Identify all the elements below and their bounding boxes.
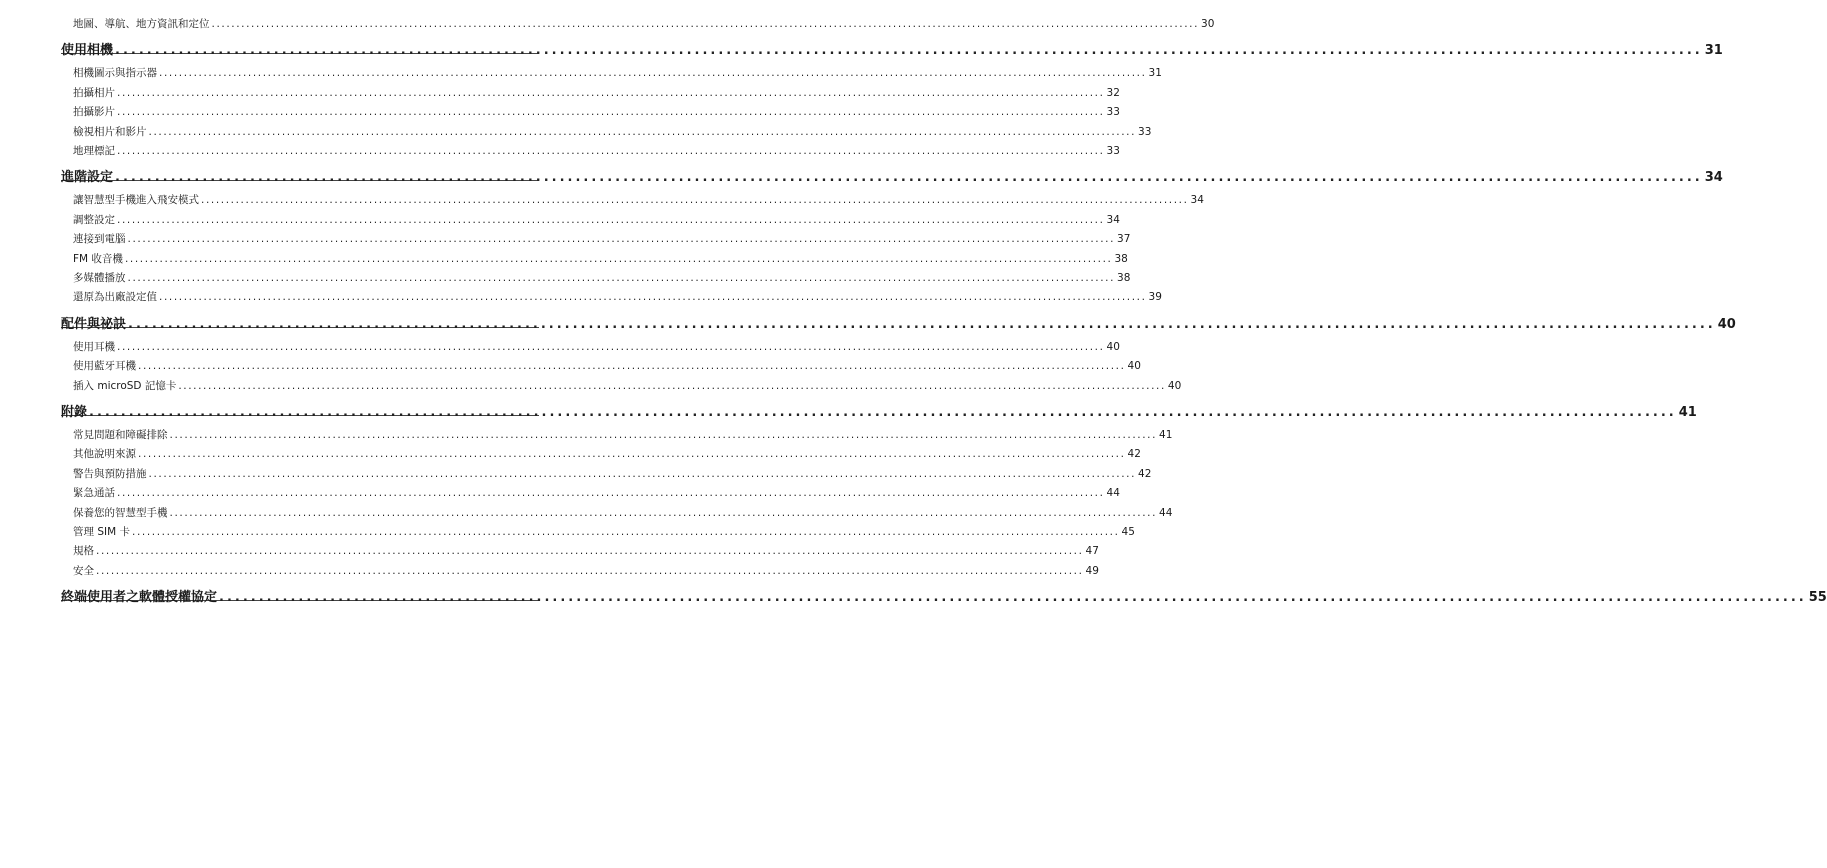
toc-entry[interactable] <box>73 252 1128 266</box>
toc-page-number: 45 <box>1121 526 1135 538</box>
toc-section-entry[interactable] <box>61 316 1736 334</box>
dot-leader: ........................................................................................................................................................................................................ <box>117 340 1105 353</box>
toc-entry[interactable] <box>73 17 1215 31</box>
toc-page-number: 34 <box>1704 170 1723 186</box>
toc-entry-title: 讓智慧型手機進入飛安模式 <box>73 194 199 207</box>
dot-leader: ........................................................................................................................................................................................................ <box>96 564 1084 577</box>
toc-entry-title: 規格 <box>73 545 94 558</box>
toc-page-number: 32 <box>1106 86 1120 99</box>
toc-entry-title: 多媒體播放 <box>73 272 126 284</box>
dot-leader: ........................................................................................................................................................................................................ <box>169 429 1158 441</box>
dot-leader: ........................................................................................................................................................................................................ <box>148 467 1137 480</box>
toc-entry-title: FM 收音機 <box>73 252 123 265</box>
toc-entry-title: 進階設定 <box>61 170 114 186</box>
toc-entry-title: 檢視相片和影片 <box>73 125 147 138</box>
toc-entry-title: 地圖、導航、地方資訊和定位 <box>73 18 210 30</box>
toc-page-number: 31 <box>1704 43 1723 59</box>
dot-leader: ........................................................................................................................................................................................................ <box>159 67 1147 80</box>
toc-entry-title: 調整設定 <box>73 213 115 226</box>
toc-page-number: 55 <box>1808 590 1827 606</box>
toc-entry-title: 相機圖示與指示器 <box>73 67 157 80</box>
toc-entry[interactable] <box>73 486 1120 500</box>
dot-leader: ........................................................................................................................................................................................................ <box>201 194 1189 207</box>
toc-entry-title: 附錄 <box>61 405 88 420</box>
toc-entry[interactable] <box>73 125 1152 139</box>
toc-entry-title: 插入 microSD 記憶卡 <box>73 379 177 392</box>
toc-entry-title: 管理 SIM 卡 <box>73 526 130 538</box>
dot-leader: ........................................................................................................................................................................................................ <box>89 405 1677 420</box>
dot-leader: ........................................................................................................................................................................................................ <box>124 252 1113 265</box>
toc-page-number: 42 <box>1127 448 1141 461</box>
toc-page-number: 38 <box>1114 252 1128 265</box>
toc-section-entry[interactable] <box>61 42 1723 60</box>
dot-leader: ........................................................................................................................................................................................................ <box>117 213 1105 226</box>
toc-page-number: 47 <box>1085 545 1099 558</box>
toc-entry[interactable] <box>73 66 1162 80</box>
toc-entry-title: 配件與祕訣 <box>61 316 127 332</box>
toc-entry-title: 緊急通話 <box>73 487 115 500</box>
toc-entry[interactable] <box>73 290 1162 304</box>
toc-page-number: 33 <box>1106 145 1120 157</box>
toc-page-number: 40 <box>1127 360 1141 373</box>
toc-page-number: 38 <box>1117 272 1131 284</box>
dot-leader: ........................................................................................................................................................................................................ <box>178 379 1166 392</box>
toc-entry[interactable] <box>73 525 1135 539</box>
toc-entry[interactable] <box>73 340 1120 354</box>
toc-entry-title: 還原為出廠設定值 <box>73 291 157 304</box>
dot-leader: ........................................................................................................................................................................................................ <box>127 272 1116 284</box>
toc-page-number: 33 <box>1138 125 1152 138</box>
dot-leader: ........................................................................................................................................................................................................ <box>159 291 1147 304</box>
toc-entry[interactable] <box>73 232 1131 246</box>
toc-entry-title: 使用耳機 <box>73 340 115 353</box>
toc-page-number: 49 <box>1085 564 1099 577</box>
toc-entry[interactable] <box>73 271 1131 285</box>
dot-leader: ........................................................................................................................................................................................................ <box>117 145 1105 157</box>
dot-leader: ........................................................................................................................................................................................................ <box>117 487 1105 500</box>
toc-entry[interactable] <box>73 379 1182 393</box>
toc-entry-title: 連接到電腦 <box>73 233 126 246</box>
toc-entry[interactable] <box>73 467 1152 481</box>
toc-page-number: 44 <box>1159 506 1173 519</box>
dot-leader: ........................................................................................................................................................................................................ <box>127 233 1116 246</box>
dot-leader: ........................................................................................................................................................................................................ <box>138 360 1126 373</box>
toc-entry[interactable] <box>73 105 1120 119</box>
toc-entry-title: 拍攝相片 <box>73 86 115 99</box>
dot-leader: ........................................................................................................................................................................................................ <box>211 18 1200 30</box>
toc-page-number: 39 <box>1148 291 1162 304</box>
toc-entry-title: 其他說明來源 <box>73 448 136 461</box>
dot-leader: ........................................................................................................................................................................................................ <box>132 526 1120 538</box>
toc-entry[interactable] <box>73 213 1120 227</box>
toc-entry-title: 保養您的智慧型手機 <box>73 506 168 519</box>
toc-page-number: 34 <box>1190 194 1204 207</box>
toc-page-number: 41 <box>1159 429 1173 441</box>
toc-entry-title: 安全 <box>73 564 94 577</box>
toc-entry-title: 地理標記 <box>73 145 115 157</box>
toc-page-number: 44 <box>1106 487 1120 500</box>
toc-page-number: 41 <box>1678 405 1697 420</box>
dot-leader: ........................................................................................................................................................................................................ <box>96 545 1084 558</box>
toc-entry-title: 警告與預防措施 <box>73 467 147 480</box>
toc-page-number: 42 <box>1138 467 1152 480</box>
toc-entry-title: 常見問題和障礙排除 <box>73 429 168 441</box>
toc-page-number: 34 <box>1106 213 1120 226</box>
toc-page-number: 40 <box>1717 316 1736 332</box>
dot-leader: ........................................................................................................................................................................................................ <box>117 106 1105 119</box>
toc-entry[interactable] <box>73 447 1141 461</box>
toc-page-number: 33 <box>1106 106 1120 119</box>
dot-leader: ........................................................................................................................................................................................................ <box>169 506 1158 519</box>
toc-page-number: 31 <box>1148 67 1162 80</box>
dot-leader: ........................................................................................................................................................................................................ <box>219 590 1807 606</box>
toc-entry-title: 終端使用者之軟體授權協定 <box>61 590 218 606</box>
dot-leader: ........................................................................................................................................................................................................ <box>128 316 1716 332</box>
dot-leader: ........................................................................................................................................................................................................ <box>148 125 1137 138</box>
toc-page-number: 37 <box>1117 233 1131 246</box>
toc-entry-title: 拍攝影片 <box>73 106 115 119</box>
dot-leader: ........................................................................................................................................................................................................ <box>115 170 1703 186</box>
toc-page-number: 30 <box>1201 18 1215 30</box>
dot-leader: ........................................................................................................................................................................................................ <box>138 448 1126 461</box>
toc-entry-title: 使用相機 <box>61 43 114 59</box>
toc-entry[interactable] <box>73 359 1141 373</box>
toc-entry[interactable] <box>73 86 1120 100</box>
toc-entry[interactable] <box>73 193 1204 207</box>
dot-leader: ........................................................................................................................................................................................................ <box>117 86 1105 99</box>
toc-entry[interactable] <box>73 428 1173 442</box>
toc-section-entry[interactable] <box>61 169 1723 187</box>
toc-entry[interactable] <box>73 544 1099 558</box>
toc-entry[interactable] <box>73 564 1099 578</box>
toc-entry[interactable] <box>73 506 1173 520</box>
toc-section-entry[interactable] <box>61 589 1827 607</box>
dot-leader: ........................................................................................................................................................................................................ <box>115 43 1703 59</box>
toc-entry-title: 使用藍牙耳機 <box>73 360 136 373</box>
toc-entry[interactable] <box>73 144 1120 158</box>
toc-section-entry[interactable] <box>61 404 1697 422</box>
toc-page-number: 40 <box>1167 379 1182 392</box>
toc-page-number: 40 <box>1106 340 1120 353</box>
